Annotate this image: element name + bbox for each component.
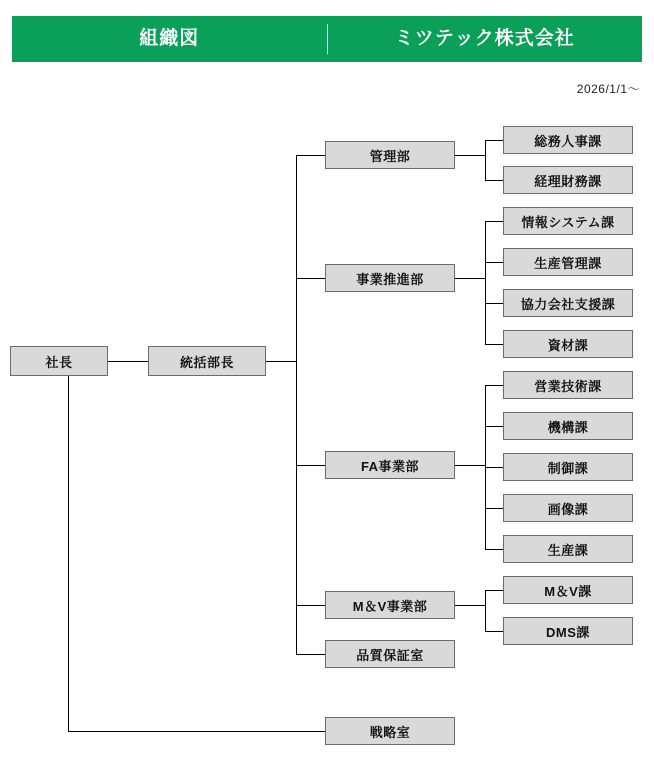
org-node-kanri: 管理部	[325, 141, 455, 169]
connector-line	[485, 344, 503, 345]
header-title-right: ミツテック株式会社	[394, 28, 575, 49]
org-node-jigyo: 事業推進部	[325, 264, 455, 292]
connector-line	[485, 549, 503, 550]
connector-line	[485, 262, 503, 263]
connector-line	[455, 605, 485, 606]
org-node-shizai: 資材課	[503, 330, 633, 358]
connector-line	[485, 631, 503, 632]
connector-line	[68, 731, 325, 732]
connector-line	[296, 654, 325, 655]
org-node-hinshitsu: 品質保証室	[325, 640, 455, 668]
org-node-soumu: 総務人事課	[503, 126, 633, 154]
connector-line	[68, 361, 69, 731]
org-node-keiri: 経理財務課	[503, 166, 633, 194]
org-node-seigyo: 制御課	[503, 453, 633, 481]
connector-line	[266, 361, 296, 362]
connector-line	[296, 465, 325, 466]
org-node-eigyo: 営業技術課	[503, 371, 633, 399]
org-node-mvka: M＆V課	[503, 576, 633, 604]
org-node-joho: 情報システム課	[503, 207, 633, 235]
connector-line	[485, 140, 503, 141]
org-node-mv: M＆V事業部	[325, 591, 455, 619]
connector-line	[485, 590, 503, 591]
connector-line	[485, 385, 486, 549]
org-node-gm: 統括部長	[148, 346, 266, 376]
connector-line	[455, 155, 485, 156]
connector-line	[455, 278, 485, 279]
org-node-seisan: 生産課	[503, 535, 633, 563]
connector-line	[485, 221, 486, 344]
connector-line	[485, 467, 503, 468]
org-node-dms: DMS課	[503, 617, 633, 645]
connector-line	[485, 426, 503, 427]
org-node-gazou: 画像課	[503, 494, 633, 522]
org-node-seisankanri: 生産管理課	[503, 248, 633, 276]
connector-line	[485, 303, 503, 304]
connector-line	[485, 385, 503, 386]
org-node-senryaku: 戦略室	[325, 717, 455, 745]
connector-line	[485, 140, 486, 180]
connector-line	[296, 605, 325, 606]
connector-line	[485, 221, 503, 222]
org-node-kyoryoku: 協力会社支援課	[503, 289, 633, 317]
connector-line	[485, 508, 503, 509]
header-title-left: 組織図	[139, 28, 200, 49]
connector-line	[455, 465, 485, 466]
connector-line	[296, 278, 325, 279]
connector-line	[485, 180, 503, 181]
connector-line	[296, 155, 297, 654]
org-node-kikou: 機構課	[503, 412, 633, 440]
org-node-president: 社長	[10, 346, 108, 376]
connector-line	[296, 155, 325, 156]
org-node-fa: FA事業部	[325, 451, 455, 479]
connector-line	[108, 361, 148, 362]
effective-date-label: 2026/1/1〜	[576, 82, 640, 96]
connector-line	[485, 590, 486, 631]
